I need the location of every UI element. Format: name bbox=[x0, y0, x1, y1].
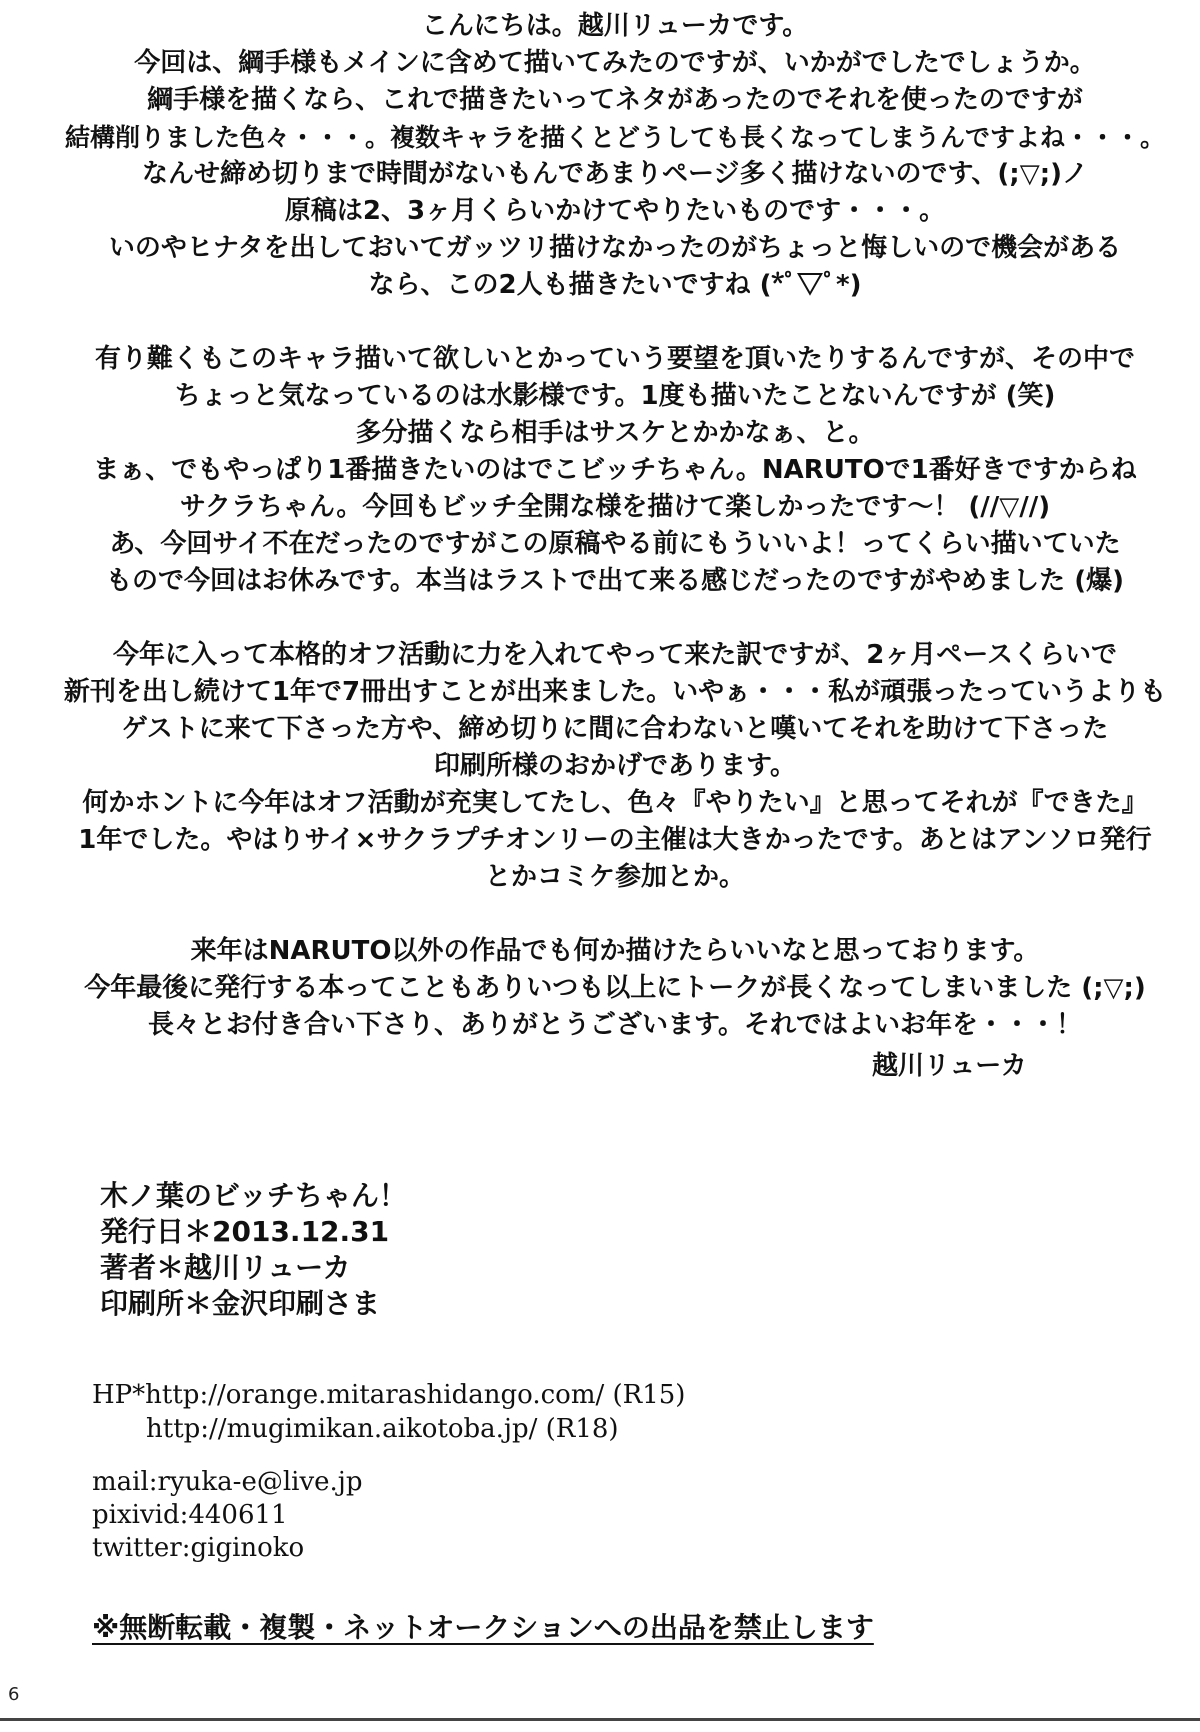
text-line: ゲストに来て下さった方や、締め切りに間に合わないと嘆いてそれを助けて下さった bbox=[121, 714, 1109, 744]
text-line: 1年でした。やはりサイ×サクラプチオンリーの主催は大きかったです。あとはアンソロ発行 bbox=[78, 825, 1152, 855]
copyright-notice: ※無断転載・複製・ネットオークションへの出品を禁止します bbox=[92, 1611, 874, 1644]
colophon bbox=[100, 1178, 407, 1322]
twitter-handle: twitter:giginoko bbox=[92, 1533, 305, 1563]
book-title: 木ノ葉のビッチちゃん！ bbox=[100, 1179, 407, 1212]
text-line: 原稿は2、3ヶ月くらいかけてやりたいものです・・・。 bbox=[284, 196, 946, 226]
text-line: いのやヒナタを出しておいてガッツリ描けなかったのがちょっと悔しいので機会がある bbox=[108, 233, 1122, 263]
text-line: あ、今回サイ不在だったのですがこの原稿やる前にもういいよ！ってくらい描いていた bbox=[109, 529, 1121, 559]
text-line: 長々とお付き合い下さり、ありがとうございます。それではよいお年を・・・！ bbox=[148, 1010, 1082, 1040]
contact-info bbox=[92, 1466, 363, 1565]
text-line: なら、この2人も描きたいですね (*ﾟ▽ﾟ*) bbox=[368, 270, 862, 300]
text-line: なんせ締め切りまで時間がないもんであまりページ多く描けないのです、(;▽;)ノ bbox=[142, 159, 1088, 189]
paragraph-greeting bbox=[60, 8, 1170, 304]
second-site-link: http://mugimikan.aikotoba.jp/ (R18) bbox=[146, 1414, 619, 1444]
text-line: 結構削りました色々・・・。複数キャラを描くとどうしても長くなってしまうんですよね・・・。 bbox=[64, 123, 1165, 152]
text-line: とかコミケ参加とか。 bbox=[484, 862, 745, 892]
text-line: こんにちは。越川リューカです。 bbox=[421, 11, 809, 41]
author-signature: 越川リューカ bbox=[872, 1051, 1027, 1081]
text-line: 有り難くもこのキャラ描いて欲しいとかっていう要望を頂いたりするんですが、その中で bbox=[94, 344, 1135, 374]
text-line: 今回は、綱手様もメインに含めて描いてみたのですが、いかがでしたでしょうか。 bbox=[134, 48, 1096, 78]
homepage-link: HP*http://orange.mitarashidango.com/ (R15) bbox=[92, 1380, 686, 1410]
text-line: 今年最後に発行する本ってこともありいつも以上にトークが長くなってしまいました (;▽;) bbox=[84, 973, 1146, 1003]
paragraph-year-review bbox=[60, 637, 1170, 896]
afterword-message bbox=[60, 8, 1170, 1081]
text-line: もので今回はお休みです。本当はラストで出て来る感じだったのですがやめました (爆) bbox=[106, 566, 1124, 596]
text-line: 綱手様を描くなら、これで描きたいってネタがあったのでそれを使ったのですが bbox=[147, 85, 1083, 115]
text-line: サクラちゃん。今回もビッチ全開な様を描けて楽しかったです～！ (//▽//) bbox=[179, 492, 1051, 522]
page-number: 6 bbox=[8, 1684, 20, 1705]
pixiv-id: pixivid:440611 bbox=[92, 1500, 288, 1530]
page-edge-line bbox=[0, 1718, 1200, 1721]
publish-date: 発行日＊2013.12.31 bbox=[100, 1215, 390, 1248]
text-line: まぁ、でもやっぱり1番描きたいのはでこビッチちゃん。NARUTOで1番好きですからね bbox=[93, 455, 1137, 485]
mail-address: mail:ryuka-e@live.jp bbox=[92, 1467, 363, 1497]
paragraph-requests bbox=[60, 341, 1170, 600]
text-line: 来年はNARUTO以外の作品でも何か描けたらいいなと思っております。 bbox=[190, 936, 1040, 966]
text-line: ちょっと気なっているのは水影様です。1度も描いたことないんですが (笑) bbox=[174, 381, 1056, 411]
text-line: 新刊を出し続けて1年で7冊出すことが出来ました。いやぁ・・・私が頑張ったっていうよりも bbox=[63, 677, 1167, 707]
text-line: 何かホントに今年はオフ活動が充実してたし、色々『やりたい』と思ってそれが『できた』 bbox=[82, 788, 1148, 818]
website-links bbox=[92, 1378, 685, 1446]
printer-credit: 印刷所＊金沢印刷さま bbox=[100, 1287, 381, 1320]
author-credit: 著者＊越川リューカ bbox=[100, 1251, 351, 1284]
text-line: 今年に入って本格的オフ活動に力を入れてやって来た訳ですが、2ヶ月ペースくらいで bbox=[112, 640, 1117, 670]
text-line: 多分描くなら相手はサスケとかかなぁ、と。 bbox=[355, 418, 875, 448]
paragraph-closing bbox=[60, 933, 1170, 1044]
text-line: 印刷所様のおかげであります。 bbox=[434, 751, 796, 781]
